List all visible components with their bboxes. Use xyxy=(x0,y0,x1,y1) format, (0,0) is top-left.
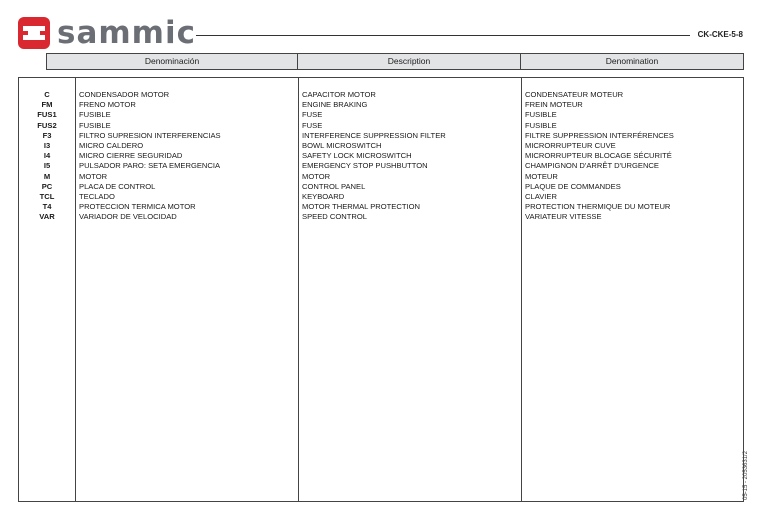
french-name: MICRORRUPTEUR BLOCAGE SÉCURITÉ xyxy=(525,151,672,161)
component-code: I4 xyxy=(43,151,51,161)
french-name: CONDENSATEUR MOTEUR xyxy=(525,90,624,99)
component-code: FUS1 xyxy=(37,110,57,120)
spanish-name: PULSADOR PARO: SETA EMERGENCIA xyxy=(79,161,221,171)
french-name: PROTECTION THERMIQUE DU MOTEUR xyxy=(525,202,671,212)
english-name: CONTROL PANEL xyxy=(302,181,366,191)
english-name: SAFETY LOCK MICROSWITCH xyxy=(302,151,412,161)
spanish-name: FUSIBLE xyxy=(79,120,111,130)
component-code: FUS2 xyxy=(37,120,57,130)
component-code: VAR xyxy=(39,212,55,222)
english-name: ENGINE BRAKING xyxy=(302,100,368,110)
spanish-name: PROTECCION TERMICA MOTOR xyxy=(79,202,196,212)
table-row xyxy=(19,131,743,141)
english-name: MOTOR THERMAL PROTECTION xyxy=(302,202,420,212)
component-code: I3 xyxy=(43,140,51,150)
table-row xyxy=(19,151,743,161)
legend-table xyxy=(18,77,744,502)
english-name: CAPACITOR MOTOR xyxy=(302,90,376,99)
spanish-name: PLACA DE CONTROL xyxy=(79,181,156,191)
column-header-english: Description xyxy=(298,54,521,69)
table-row xyxy=(19,202,743,212)
english-name: SPEED CONTROL xyxy=(302,212,367,222)
french-name: FREIN MOTEUR xyxy=(525,100,583,110)
table-row xyxy=(19,110,743,120)
english-name: KEYBOARD xyxy=(302,191,345,201)
spanish-name: MOTOR xyxy=(79,171,108,181)
brand-logo xyxy=(17,14,196,52)
table-row xyxy=(19,212,743,222)
spanish-name: VARIADOR DE VELOCIDAD xyxy=(79,212,177,222)
table-row xyxy=(19,121,743,131)
french-name: MOTEUR xyxy=(525,171,558,181)
spanish-name: FRENO MOTOR xyxy=(79,100,136,110)
table-row xyxy=(19,192,743,202)
table-row xyxy=(19,90,743,100)
spanish-name: CONDENSADOR MOTOR xyxy=(79,90,170,99)
component-code: I5 xyxy=(43,161,51,171)
table-row xyxy=(19,172,743,182)
english-name: FUSE xyxy=(302,110,323,120)
french-name: FILTRE SUPPRESSION INTERFÉRENCES xyxy=(525,130,674,140)
english-name: BOWL MICROSWITCH xyxy=(302,140,382,150)
table-row xyxy=(19,100,743,110)
french-name: FUSIBLE xyxy=(525,110,557,120)
french-name: MICRORRUPTEUR CUVE xyxy=(525,140,616,150)
spanish-name: TECLADO xyxy=(79,191,115,201)
english-name: MOTOR xyxy=(302,171,331,181)
component-code: F3 xyxy=(42,130,52,140)
column-header-bar xyxy=(46,53,744,70)
table-row xyxy=(19,161,743,171)
component-code: T4 xyxy=(42,202,52,212)
french-name: CLAVIER xyxy=(525,191,557,201)
spanish-name: FILTRO SUPRESION INTERFERENCIAS xyxy=(79,130,221,140)
component-code: FM xyxy=(41,100,53,110)
component-code: TCL xyxy=(39,191,55,201)
table-row xyxy=(19,182,743,192)
column-header-french: Denomination xyxy=(605,56,659,66)
french-name: VARIATEUR VITESSE xyxy=(525,212,602,222)
table-row xyxy=(19,141,743,151)
brand-name: sammic xyxy=(57,14,196,51)
english-name: EMERGENCY STOP PUSHBUTTON xyxy=(302,161,428,171)
english-name: FUSE xyxy=(302,120,323,130)
french-name: PLAQUE DE COMMANDES xyxy=(525,181,621,191)
column-header-spanish: Denominación xyxy=(47,54,298,69)
french-name: CHAMPIGNON D'ARRÊT D'URGENCE xyxy=(525,161,659,171)
sammic-logo-icon xyxy=(17,16,51,50)
document-code: CK-CKE-5-8 xyxy=(697,30,743,39)
revision-note: 05-15 - 2053631/2 xyxy=(743,450,749,500)
component-code: M xyxy=(43,171,51,181)
spanish-name: FUSIBLE xyxy=(79,110,111,120)
english-name: INTERFERENCE SUPPRESSION FILTER xyxy=(302,130,446,140)
header-rule xyxy=(196,35,690,36)
legend-rows xyxy=(19,90,743,222)
component-code: C xyxy=(44,90,50,99)
french-name: FUSIBLE xyxy=(525,120,557,130)
component-code: PC xyxy=(41,181,53,191)
spanish-name: MICRO CIERRE SEGURIDAD xyxy=(79,151,183,161)
spanish-name: MICRO CALDERO xyxy=(79,140,144,150)
